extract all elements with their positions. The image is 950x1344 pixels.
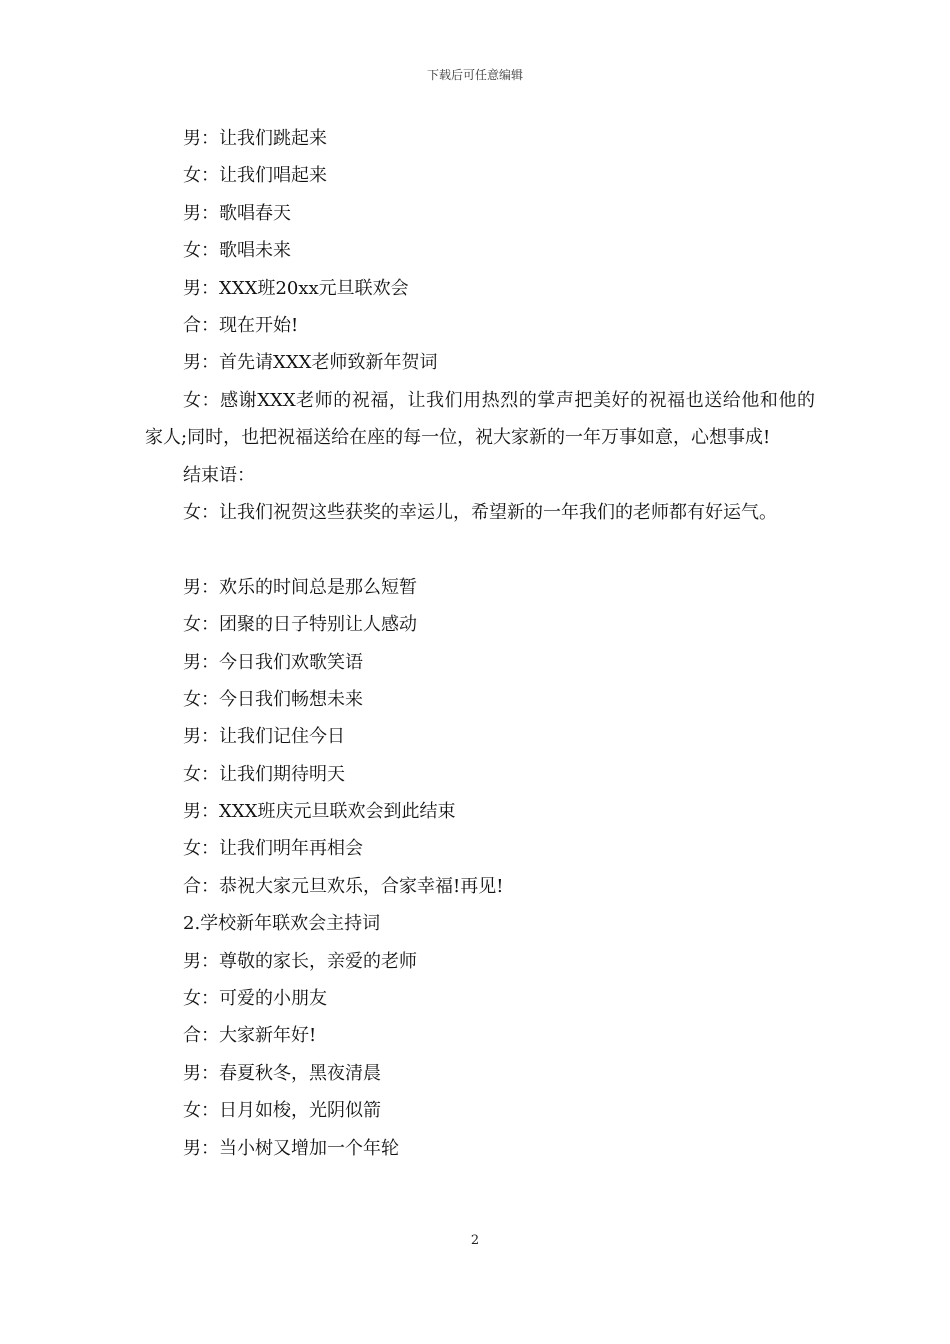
- dialogue-line: 男：让我们记住今日: [183, 726, 345, 748]
- section-heading: 2.学校新年联欢会主持词: [183, 913, 381, 935]
- dialogue-line: 女：今日我们畅想未来: [183, 688, 363, 710]
- dialogue-line: 女：让我们唱起来: [183, 165, 327, 187]
- dialogue-line: 男：欢乐的时间总是那么短暂: [183, 576, 417, 598]
- dialogue-line: 女：让我们明年再相会: [183, 838, 363, 860]
- dialogue-line: 男：XXX班20xx元旦联欢会: [183, 277, 409, 299]
- blank-line: [145, 531, 815, 568]
- dialogue-line: 男：当小树又增加一个年轮: [183, 1137, 399, 1159]
- dialogue-line: 女：可爱的小朋友: [183, 988, 327, 1010]
- dialogue-paragraph: 女：感谢XXX老师的祝福，让我们用热烈的掌声把美好的祝福也送给他和他的家人;同时，也把祝福送给在座的每一位，祝大家新的一年万事如意，心想事成!: [145, 389, 815, 449]
- dialogue-line: 合：现在开始!: [183, 314, 299, 336]
- dialogue-line: 男：让我们跳起来: [183, 128, 327, 149]
- dialogue-line: 男：歌唱春天: [183, 202, 291, 224]
- dialogue-line: 女：歌唱未来: [183, 240, 291, 262]
- dialogue-line: 男：首先请XXX老师致新年贺词: [183, 352, 438, 374]
- section-label: 结束语：: [183, 464, 255, 486]
- dialogue-line: 男：XXX班庆元旦联欢会到此结束: [183, 801, 456, 823]
- dialogue-line: 合：大家新年好!: [183, 1025, 317, 1047]
- dialogue-line: 女：团聚的日子特别让人感动: [183, 614, 417, 636]
- page-number: 2: [470, 1233, 480, 1248]
- dialogue-line: 合：恭祝大家元旦欢乐，合家幸福!再见!: [183, 875, 504, 897]
- document-body: [145, 120, 815, 1167]
- dialogue-line: 女：日月如梭，光阴似箭: [183, 1100, 381, 1122]
- dialogue-line: 男：今日我们欢歌笑语: [183, 651, 363, 673]
- dialogue-line: 女：让我们期待明天: [183, 763, 345, 785]
- dialogue-line: 男：春夏秋冬，黑夜清晨: [183, 1062, 381, 1084]
- dialogue-line: 女：让我们祝贺这些获奖的幸运儿，希望新的一年我们的老师都有好运气。: [183, 501, 777, 523]
- page-header: 下载后可任意编辑: [426, 68, 523, 82]
- dialogue-line: 男：尊敬的家长，亲爱的老师: [183, 950, 417, 972]
